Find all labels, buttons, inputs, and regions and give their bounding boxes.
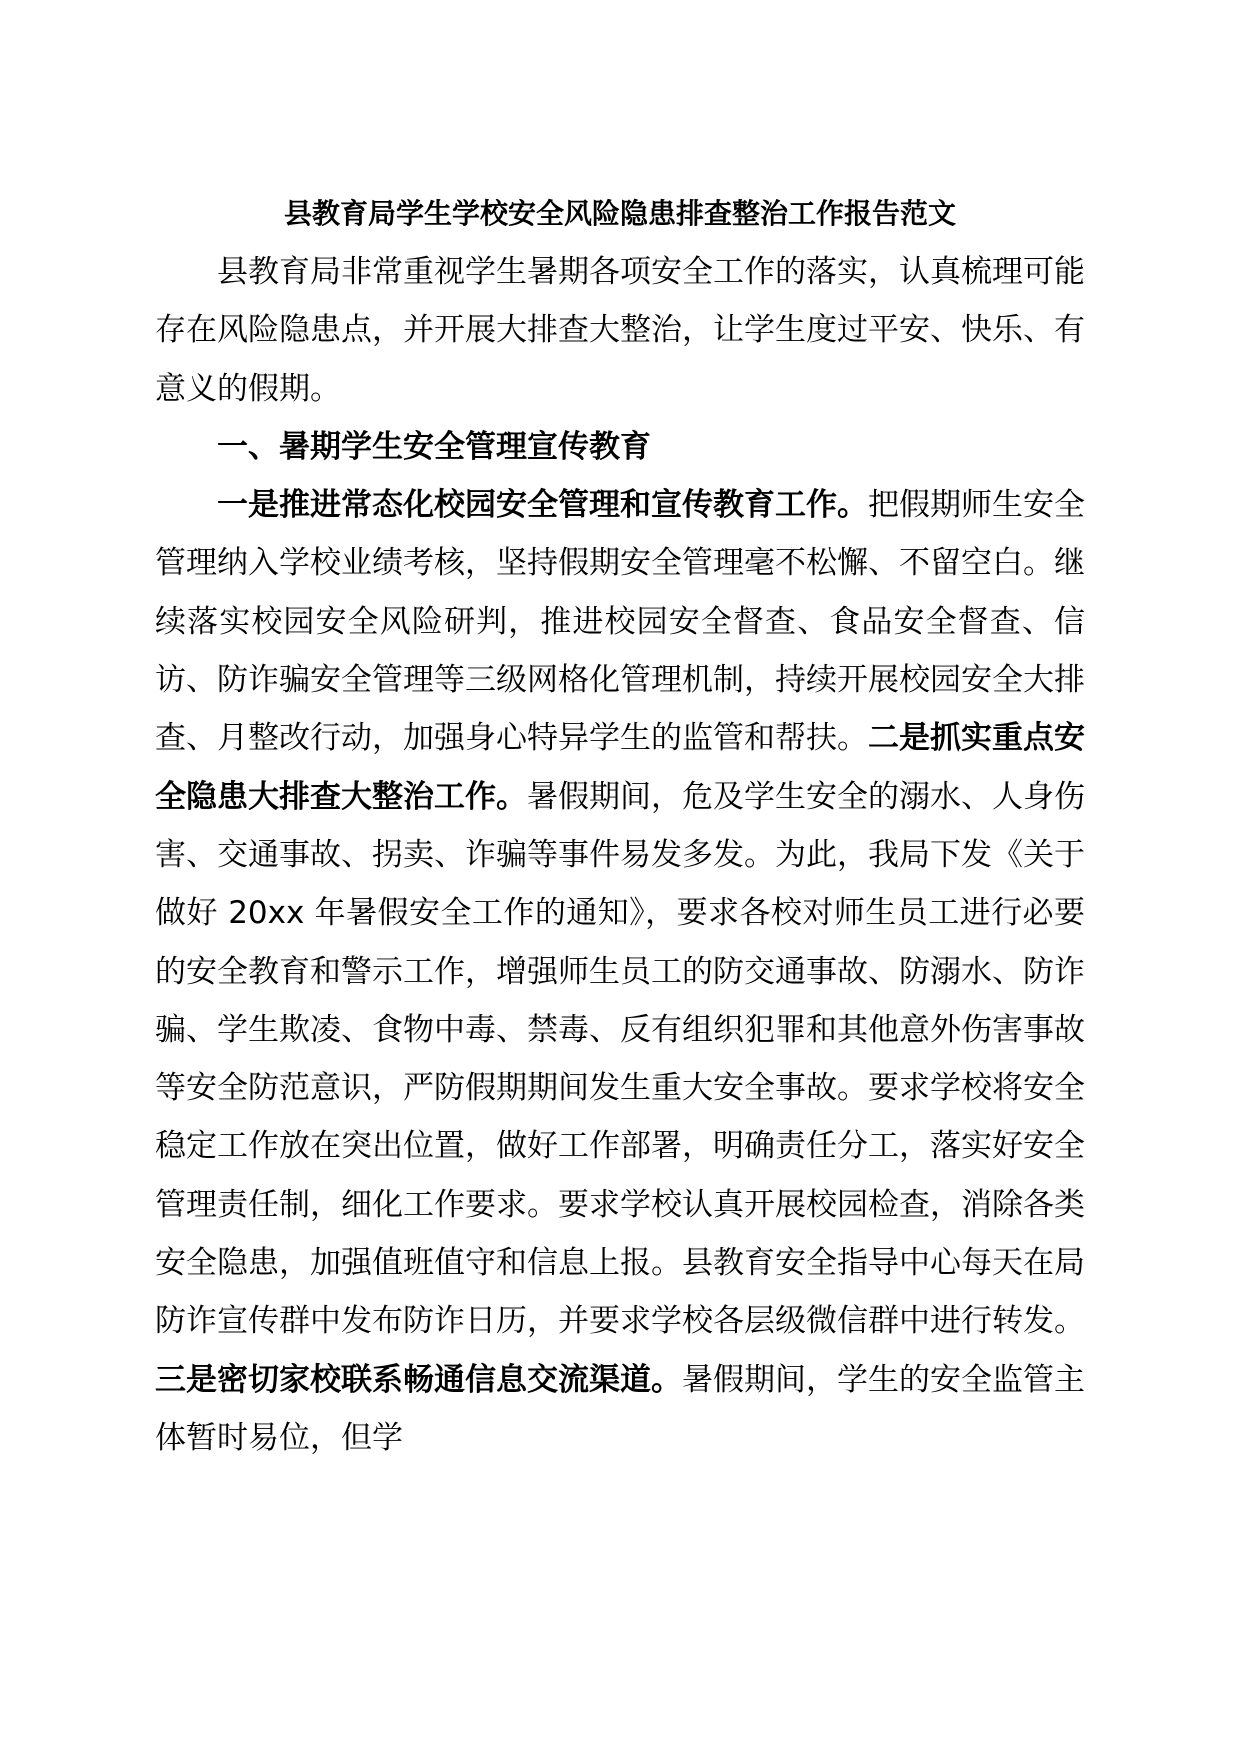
body-paragraph bbox=[155, 476, 1085, 1467]
body-text-3: 暑假期间，学生的安全监管主体暂时易位，但学 bbox=[155, 1361, 1085, 1456]
document-title: 县教育局学生学校安全风险隐患排查整治工作报告范文 bbox=[283, 197, 956, 230]
document-page bbox=[155, 185, 1085, 1467]
lead-phrase-3: 三是密切家校联系畅通信息交流渠道。 bbox=[155, 1361, 682, 1398]
lead-phrase-2: 二是抓实重点安全隐患大排查大整治工作。 bbox=[155, 720, 1085, 815]
body-text-2: 暑假期间，危及学生安全的溺水、人身伤害、交通事故、拐卖、诈骗等事件易发多发。为此，我局下发《关于做好 20xx 年暑假安全工作的通知》，要求各校对师生员工进行必要的安全教育和警示工作，增强师生员工的防交通事故、防溺水、防诈骗、学生欺凌、食物中毒、禁毒、反有组织犯罪和其他意外伤害事故等安全防范意识，严防假期期间发生重大安全事故。要求学校将安全稳定工作放在突出位置，做好工作部署，明确责任分工，落实好安全管理责任制，细化工作要求。要求学校认真开展校园检查，消除各类安全隐患，加强值班值守和信息上报。县教育安全指导中心每天在局防诈宣传群中发布防诈日历，并要求学校各层级微信群中进行转发。 bbox=[155, 778, 1085, 1340]
body-text-1: 把假期师生安全管理纳入学校业绩考核，坚持假期安全管理毫不松懈、不留空白。继续落实校园安全风险研判，推进校园安全督查、食品安全督查、信访、防诈骗安全管理等三级网格化管理机制，持续开展校园安全大排查、月整改行动，加强身心特异学生的监管和帮扶。 bbox=[155, 487, 1085, 757]
intro-paragraph: 县教育局非常重视学生暑期各项安全工作的落实，认真梳理可能存在风险隐患点，并开展大排查大整治，让学生度过平安、快乐、有意义的假期。 bbox=[155, 254, 1085, 407]
lead-phrase-1: 一是推进常态化校园安全管理和宣传教育工作。 bbox=[217, 487, 868, 524]
section-heading-1: 一、暑期学生安全管理宣传教育 bbox=[217, 428, 651, 465]
